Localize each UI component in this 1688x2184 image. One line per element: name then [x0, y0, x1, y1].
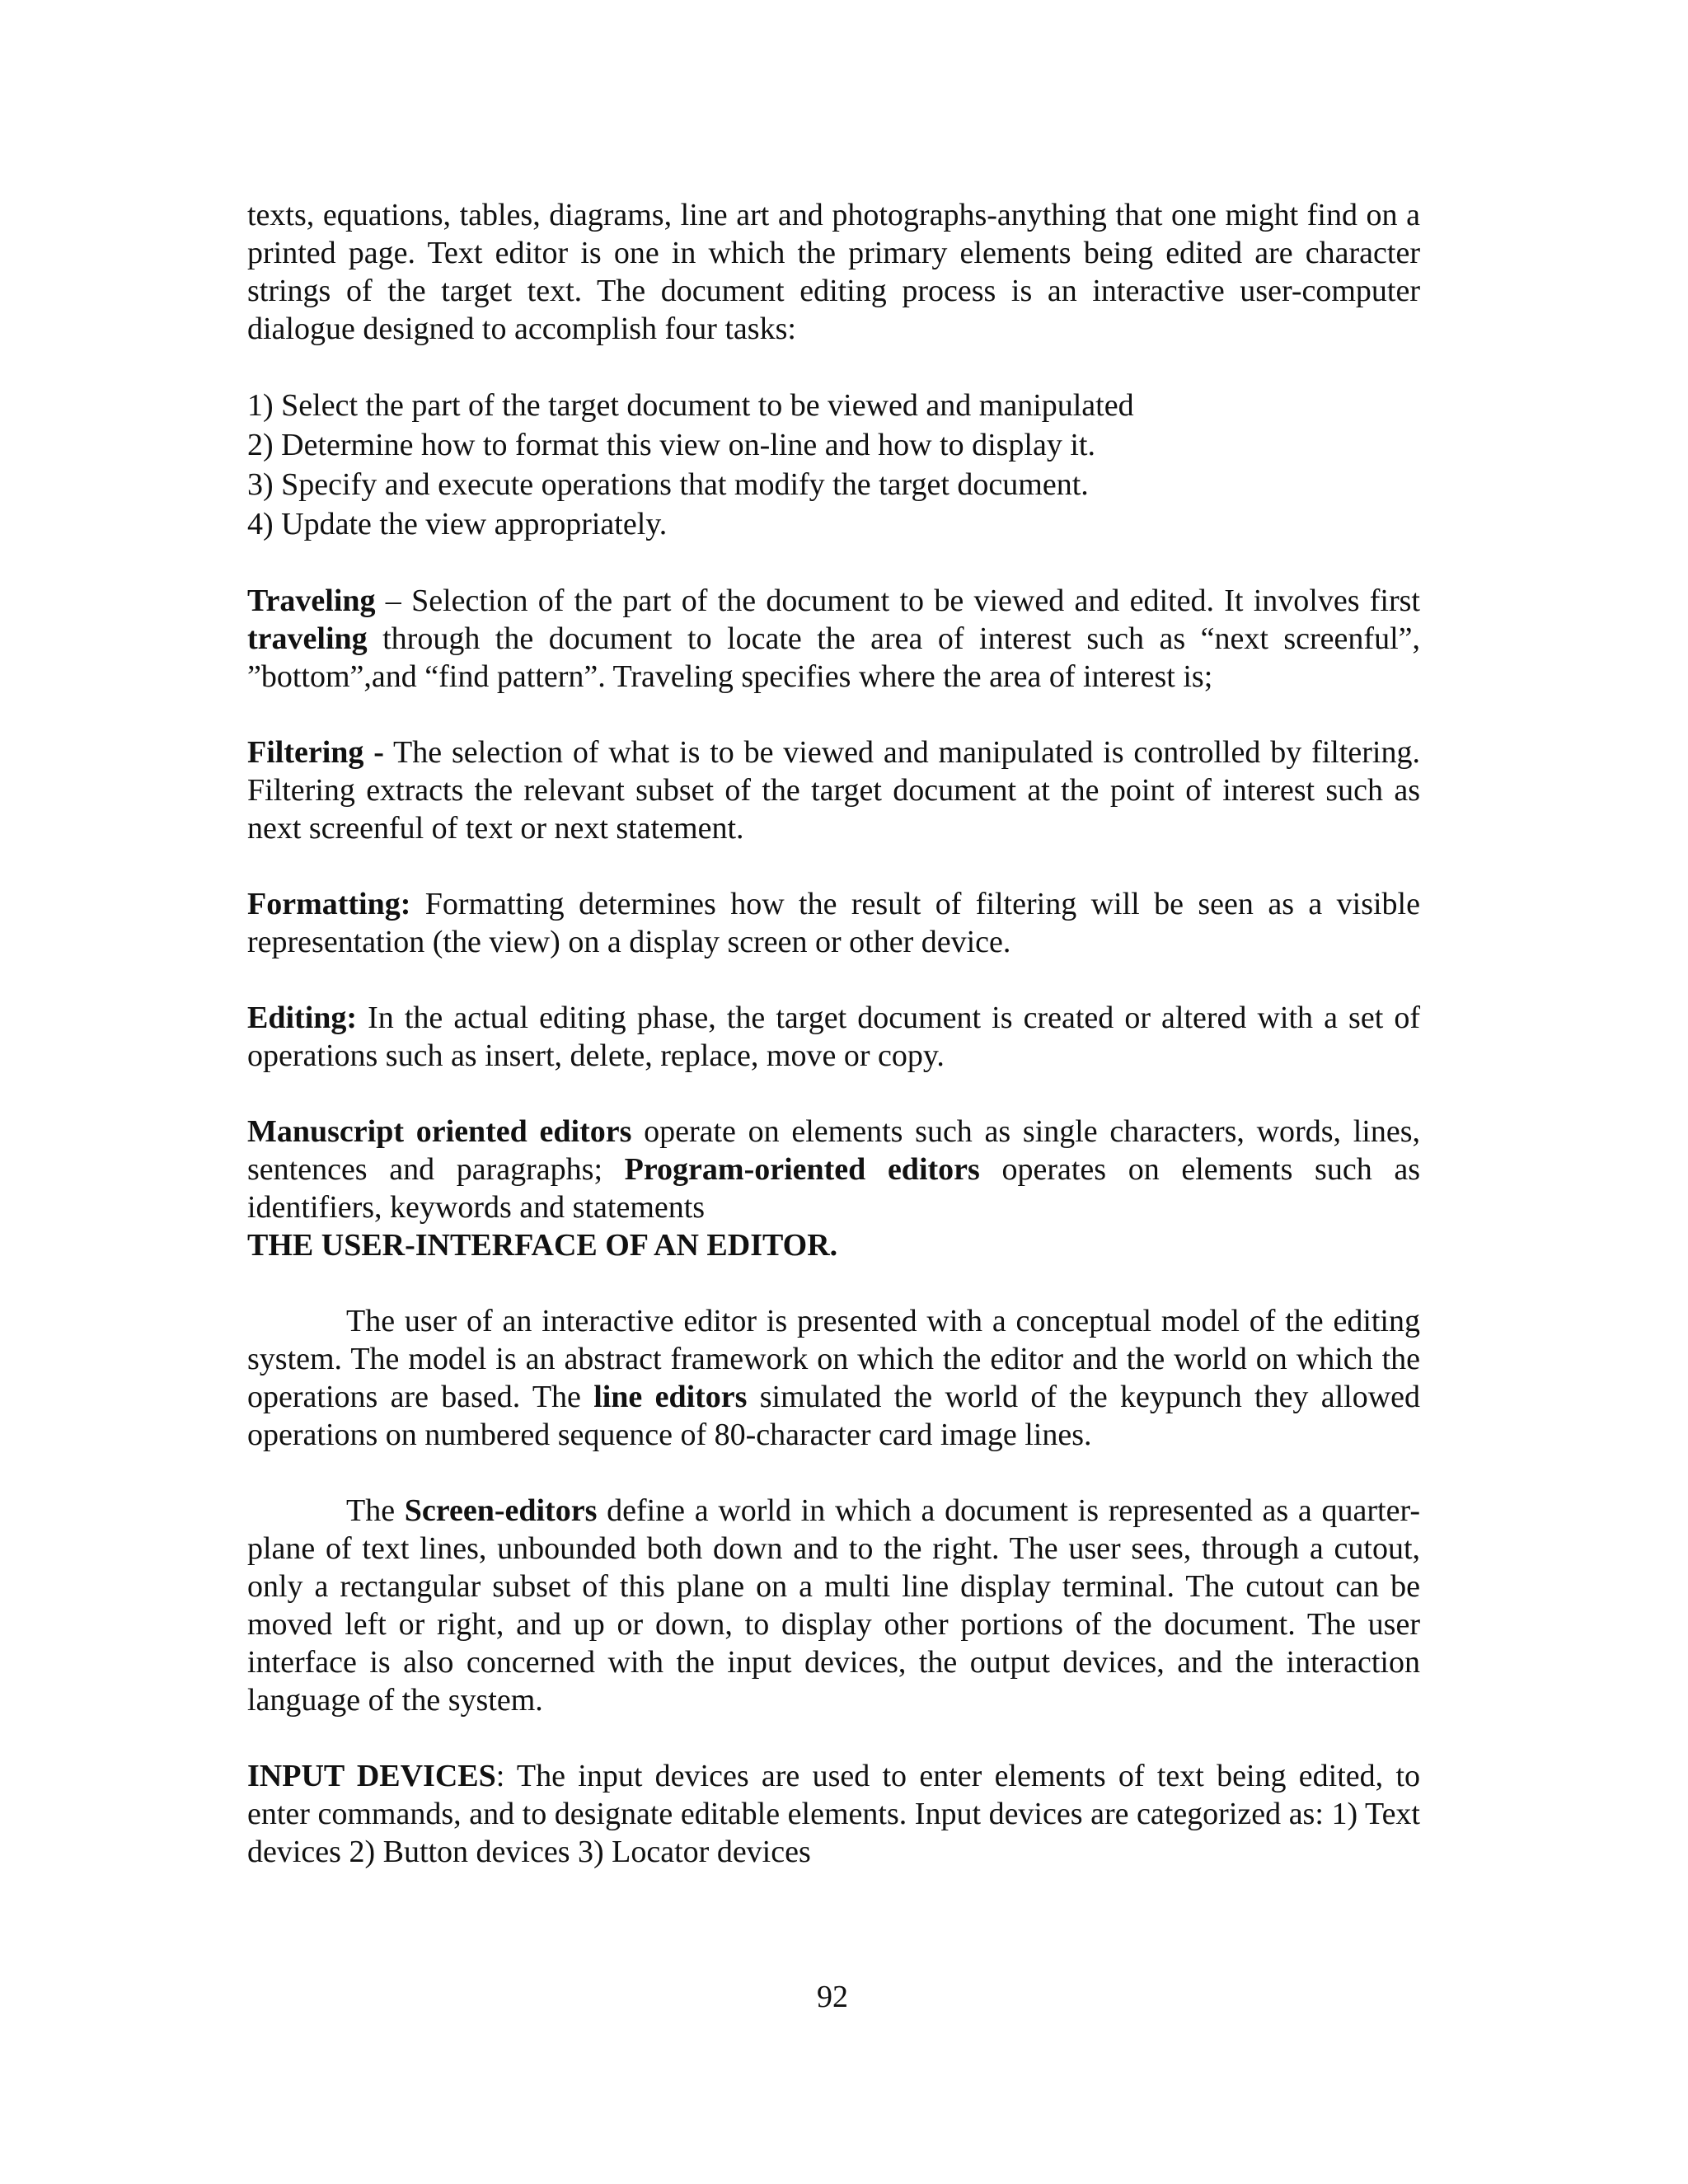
task-item-2: 2) Determine how to format this view on-line and how to display it. — [247, 428, 1095, 462]
task-item-3: 3) Specify and execute operations that modify the target document. — [247, 467, 1089, 502]
ui-paragraph-1 — [247, 1302, 1420, 1454]
ui-para2-text-2: define a world in which a document is represented as a quarter-plane of text lines, unbounded both down and to the right. The user sees, through a cutout, only a rectangular subset of this plane on a multi line display terminal. The cutout can be moved left or right, and up or down, to display other portions of the document. The user interface is also concerned with the input devices, the output devices, and the interaction language of the system. — [247, 1493, 1420, 1718]
task-item-4: 4) Update the view appropriately. — [247, 507, 668, 541]
page-number: 92 — [817, 1980, 848, 2014]
traveling-text-1: – Selection of the part of the document to be viewed and edited. It involves first — [375, 583, 1420, 618]
filtering-text: The selection of what is to be viewed and manipulated is controlled by filtering. Filtering extracts the relevant subset of the target document at the point of interest such as next screenful of text or next statement. — [247, 735, 1420, 846]
editing-text: In the actual editing phase, the target document is created or altered with a set of operations such as insert, delete, replace, move or copy. — [247, 1001, 1420, 1073]
editing-term: Editing: — [247, 1001, 358, 1035]
traveling-paragraph — [247, 582, 1420, 696]
traveling-term-2: traveling — [247, 621, 368, 656]
input-devices-term: INPUT DEVICES — [247, 1759, 496, 1793]
formatting-paragraph — [247, 885, 1420, 961]
task-item-1: 1) Select the part of the target document to be viewed and manipulated — [247, 388, 1134, 423]
intro-paragraph: texts, equations, tables, diagrams, line art and photographs-anything that one might find on a printed page. Text editor is one in which the primary elements being edited are character strings of the target text. The document editing process is an interactive user-computer dialogue designed to accomplish four tasks: — [247, 198, 1420, 346]
editors-text-1: operate on elements such as single characters, words, lines, sentences and paragraphs; — [247, 1114, 1420, 1187]
ui-para2-text-1: The — [346, 1493, 405, 1528]
editors-paragraph — [247, 1113, 1420, 1226]
ui-para1-text-2: simulated the world of the keypunch they allowed operations on numbered sequence of 80-character card image lines. — [247, 1380, 1420, 1452]
editing-paragraph — [247, 999, 1420, 1075]
filtering-term: Filtering - — [247, 735, 384, 770]
ui-paragraph-2 — [247, 1492, 1420, 1719]
traveling-term: Traveling — [247, 583, 376, 618]
input-devices-text: : The input devices are used to enter elements of text being edited, to enter commands, and to designate editable elements. Input devices are categorized as: 1) Text devices 2) Button devices 3) Locator devices — [247, 1759, 1420, 1869]
manuscript-editors-term: Manuscript oriented editors — [247, 1114, 632, 1149]
document-page — [247, 196, 1420, 1871]
formatting-text: Formatting determines how the result of filtering will be seen as a visible representation (the view) on a display screen or other device. — [247, 887, 1420, 959]
editors-text-2: operates on elements such as identifiers, keywords and statements — [247, 1152, 1420, 1225]
screen-editors-term: Screen-editors — [404, 1493, 598, 1528]
traveling-text-2: through the document to locate the area of interest such as “next screenful”, ”bottom”,and “find pattern”. Traveling specifies where the area of interest is; — [247, 621, 1420, 694]
formatting-term: Formatting: — [247, 887, 411, 921]
ui-para1-text-1: The user of an interactive editor is presented with a conceptual model of the editing system. The model is an abstract framework on which the editor and the world on which the operations are based. The — [247, 1304, 1420, 1414]
line-editors-term: line editors — [593, 1380, 748, 1414]
filtering-paragraph — [247, 733, 1420, 847]
section-heading: THE USER-INTERFACE OF AN EDITOR. — [247, 1228, 838, 1263]
program-editors-term: Program-oriented editors — [624, 1152, 980, 1187]
task-list — [247, 386, 1420, 544]
input-devices-paragraph — [247, 1757, 1420, 1871]
